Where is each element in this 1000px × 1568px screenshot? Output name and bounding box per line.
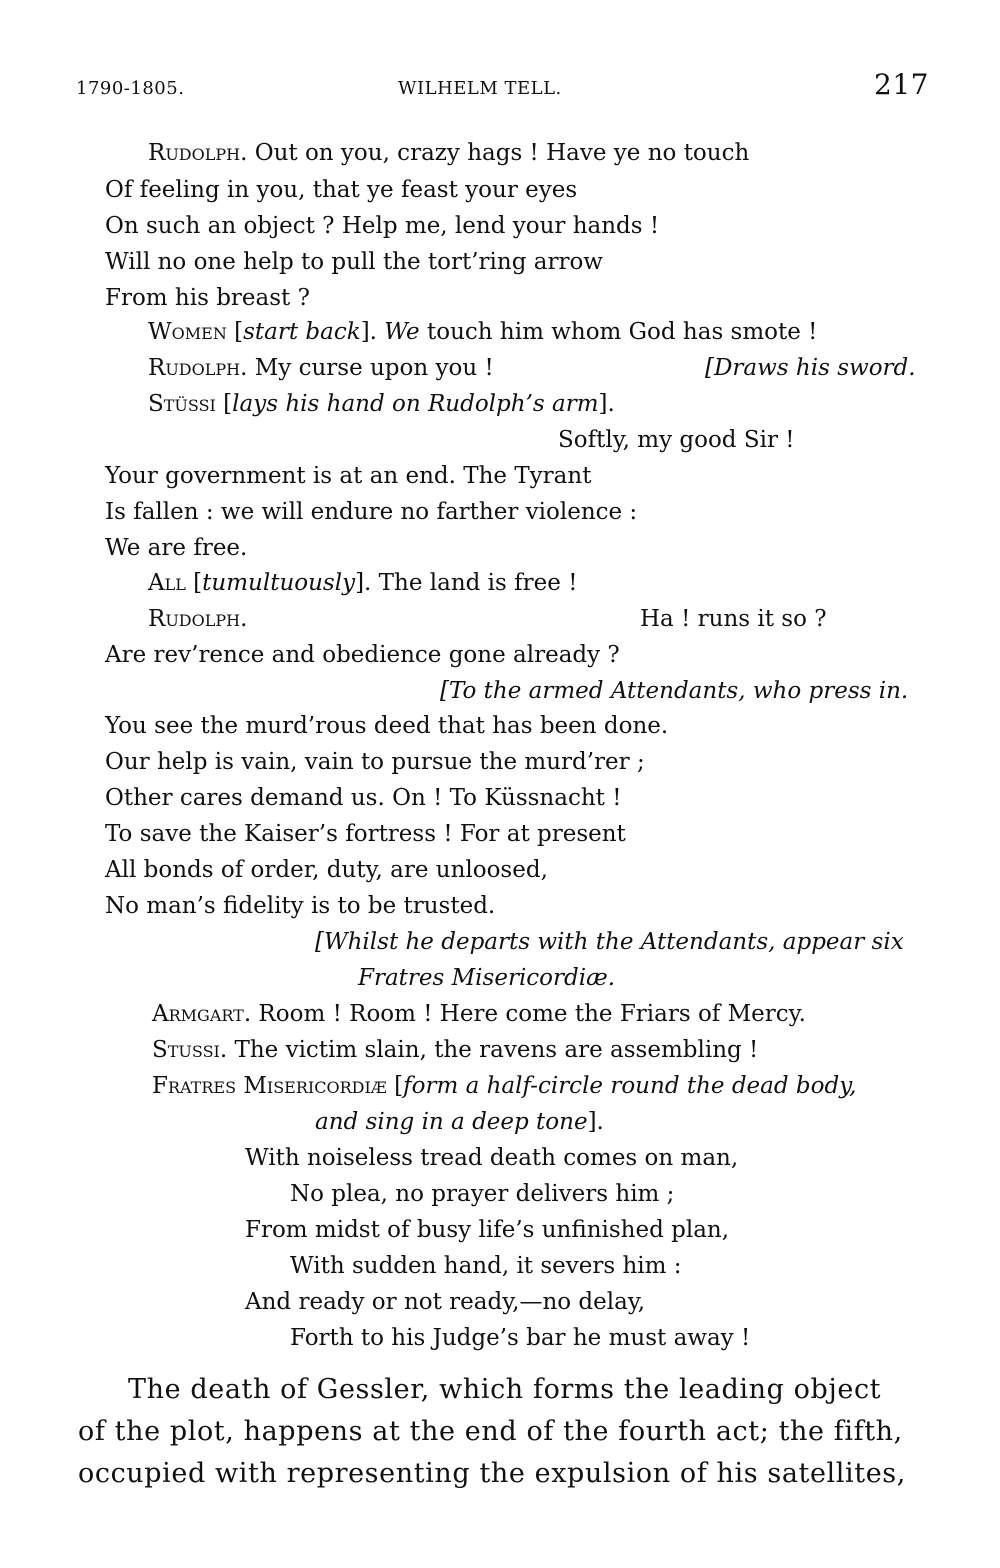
stage-direction: form a half-circle round the dead body, xyxy=(403,1073,857,1099)
song-line: No plea, no prayer delivers him ; xyxy=(290,1181,675,1207)
stage-direction: start back xyxy=(243,319,361,345)
verse-line: Rudolph. My curse upon you ! xyxy=(148,355,494,381)
verse-line: Our help is vain, vain to pursue the murd’rer ; xyxy=(105,749,645,775)
verse-line: From his breast ? xyxy=(105,285,310,311)
running-head-dates: 1790-1805. xyxy=(76,78,185,99)
verse-line: Are rev’rence and obedience gone already ? xyxy=(105,642,620,668)
verse-line: On such an object ? Help me, lend your hands ! xyxy=(105,213,660,239)
verse-line: Rudolph. Out on you, crazy hags ! Have ye no touch xyxy=(148,140,750,166)
song-line: And ready or not ready,—no delay, xyxy=(245,1289,646,1315)
speaker-name: Stüssi xyxy=(148,391,216,417)
song-line: From midst of busy life’s unfinished plan, xyxy=(245,1217,730,1243)
verse-line: Of feeling in you, that ye feast your eyes xyxy=(105,177,578,203)
song-line: With sudden hand, it severs him : xyxy=(290,1253,682,1279)
speaker-name: Women xyxy=(148,319,227,345)
prose-line: occupied with representing the expulsion of his satellites, xyxy=(78,1458,906,1489)
stage-direction: Fratres Misericordiæ. xyxy=(358,965,616,991)
verse-line: Your government is at an end. The Tyrant xyxy=(105,463,592,489)
verse-line: We are free. xyxy=(105,535,248,561)
speaker-name: Rudolph. xyxy=(148,355,248,381)
verse-line: Ha ! runs it so ? xyxy=(640,606,827,632)
verse-line: and sing in a deep tone]. xyxy=(315,1109,604,1135)
verse-line: Women [start back]. We touch him whom God has smote ! xyxy=(148,319,818,345)
speaker-name: Fratres Misericordiæ xyxy=(152,1073,387,1099)
page-number: 217 xyxy=(874,68,929,101)
verse-line: Is fallen : we will endure no farther violence : xyxy=(105,499,638,525)
song-line: With noiseless tread death comes on man, xyxy=(245,1145,739,1171)
stage-direction: lays his hand on Rudolph’s arm xyxy=(232,391,599,417)
prose-line: The death of Gessler, which forms the leading object xyxy=(128,1374,882,1405)
verse-line: All [tumultuously]. The land is free ! xyxy=(148,570,578,596)
speaker-name: Rudolph. xyxy=(148,140,248,166)
stage-direction: [Whilst he departs with the Attendants, appear six xyxy=(315,929,904,955)
verse-line: You see the murd’rous deed that has been done. xyxy=(105,713,669,739)
stage-direction: [To the armed Attendants, who press in. xyxy=(440,678,909,704)
prose-line: of the plot, happens at the end of the fourth act; the fifth, xyxy=(78,1416,903,1447)
speaker-name: Rudolph. xyxy=(148,606,248,632)
verse-line: Armgart. Room ! Room ! Here come the Friars of Mercy. xyxy=(152,1001,806,1027)
stage-direction: tumultuously xyxy=(202,570,356,596)
verse-line: Stüssi [lays his hand on Rudolph’s arm]. xyxy=(148,391,615,417)
verse-line: Fratres Misericordiæ [form a half-circle round the dead body, xyxy=(152,1073,857,1099)
running-head-title: WILHELM TELL. xyxy=(398,78,562,99)
speaker-name: All xyxy=(148,570,186,596)
verse-line: Stussi. The victim slain, the ravens are assembling ! xyxy=(152,1037,759,1063)
verse-line: Softly, my good Sir ! xyxy=(558,427,795,453)
verse-line: Will no one help to pull the tort’ring arrow xyxy=(105,249,603,275)
stage-direction: and sing in a deep tone xyxy=(315,1109,588,1135)
speaker-name: Armgart. xyxy=(152,1001,252,1027)
stage-direction: [Draws his sword. xyxy=(705,355,916,381)
speaker-name: Stussi. xyxy=(152,1037,228,1063)
verse-line: To save the Kaiser’s fortress ! For at present xyxy=(105,821,626,847)
verse-line: Other cares demand us. On ! To Küssnacht ! xyxy=(105,785,622,811)
verse-line: All bonds of order, duty, are unloosed, xyxy=(105,857,548,883)
verse-line: No man’s fidelity is to be trusted. xyxy=(105,893,496,919)
song-line: Forth to his Judge’s bar he must away ! xyxy=(290,1325,751,1351)
